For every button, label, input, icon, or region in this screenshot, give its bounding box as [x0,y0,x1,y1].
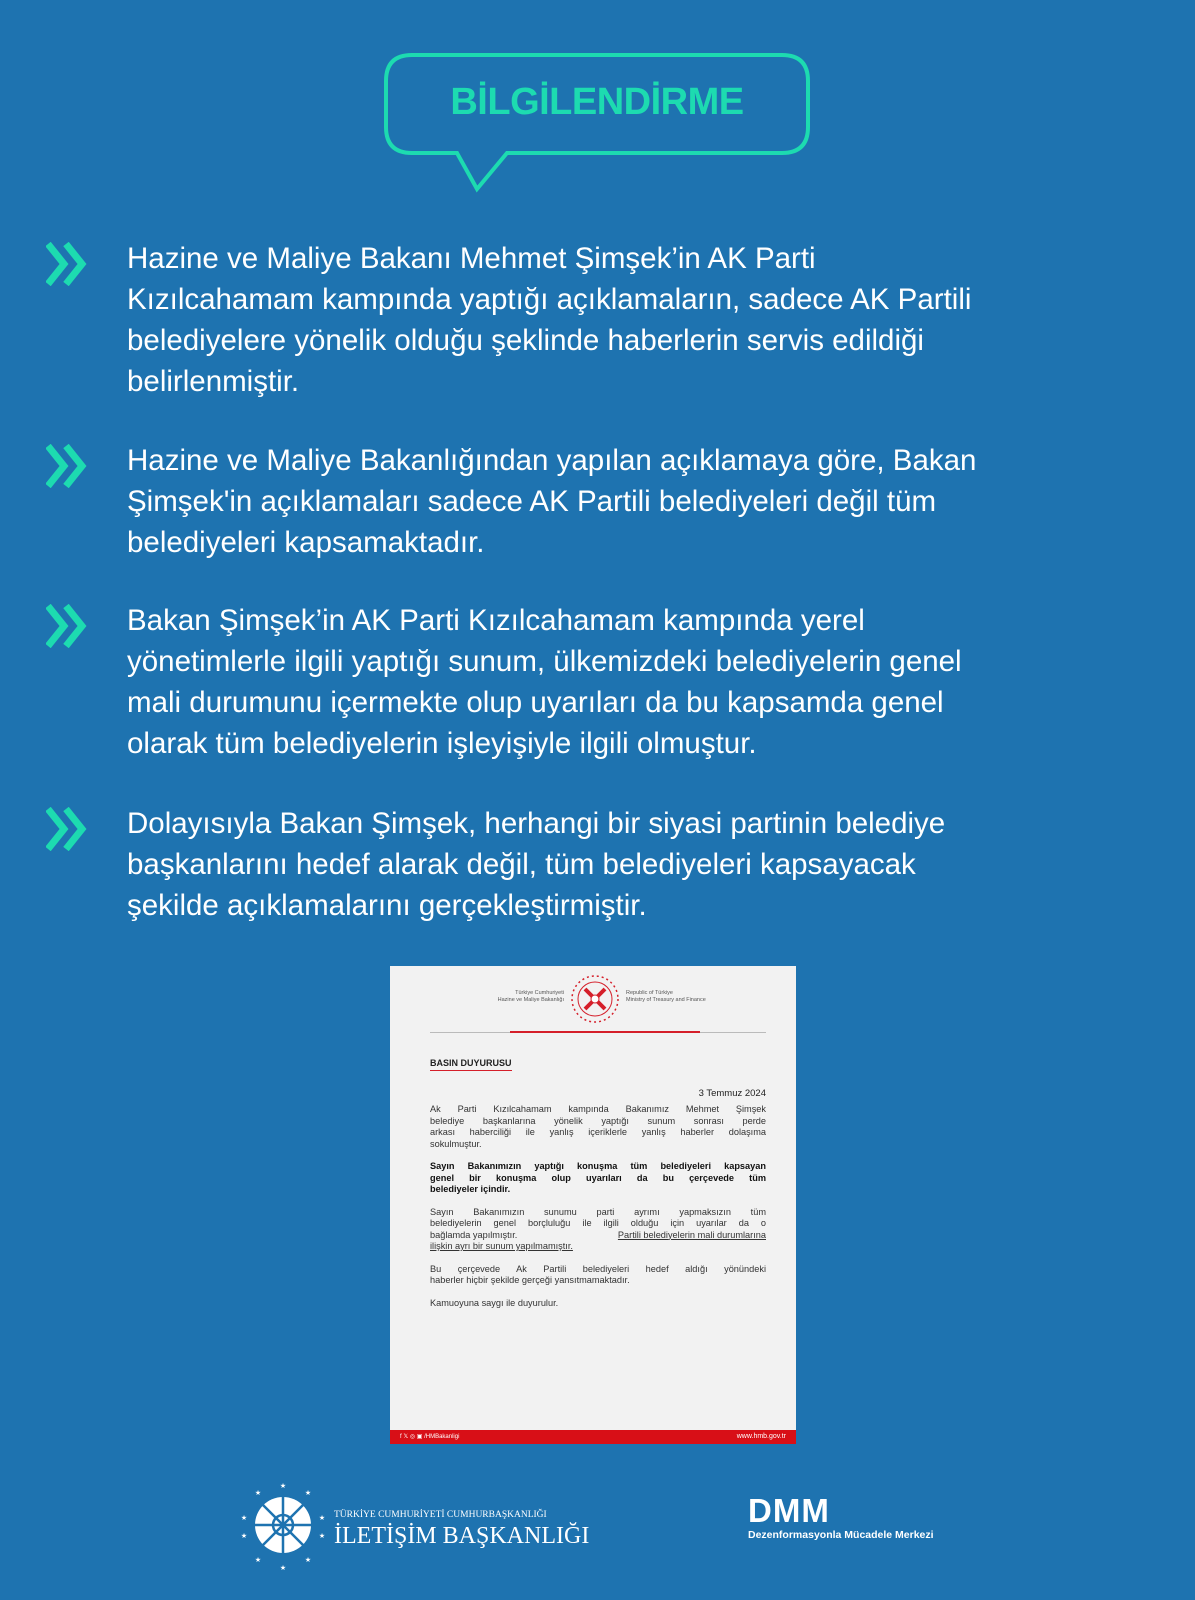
doc-line: arkası haberciliği ile yanlış içeriklerle yanlış haberler dolaşıma [430,1127,766,1137]
doc-line: Sayın Bakanımızın yaptığı konuşma tüm belediyeleri kapsayan [430,1161,766,1171]
iletisim-baskanligi-logo [238,1480,590,1575]
page-title: BİLGİLENDİRME [450,81,744,123]
svg-text:★: ★ [254,1490,262,1497]
svg-text:★: ★ [279,1565,287,1570]
item-text-line: mali durumunu içermekte olup uyarıları da bu kapsamda genel [127,686,944,719]
doc-line: genel bir konuşma olup uyarıları da bu çerçevede tüm [430,1172,766,1183]
doc-line: belediye başkanlarına yönelik yaptığı sunum sonrası perde [430,1115,766,1126]
doc-line: sokulmuştur. [430,1138,482,1149]
letterhead-right-line: Ministry of Treasury and Finance [626,997,706,1003]
doc-line: belediyelerin genel borçluluğu ile ilgili olduğu için uyarılar da o [430,1218,766,1228]
document-footer-bar [390,1430,796,1444]
document-date: 3 Temmuz 2024 [698,1088,766,1099]
doc-line: Sayın Bakanımızın sunumu parti ayrımı yapmaksızın tüm [430,1206,766,1217]
svg-text:★: ★ [304,1557,312,1564]
item-text-line: olarak tüm belediyelerin işleyişiyle ilgili olmuştur. [127,727,757,760]
dmm-logo [748,1492,934,1541]
svg-text:★: ★ [254,1557,262,1564]
document-title: BASIN DUYURUSU [430,1058,512,1071]
item-text-line: belirlenmiştir. [127,365,300,398]
letterhead-left-line: Hazine ve Maliye Bakanlığı [497,997,564,1003]
item-text-line: yönetimlerle ilgili yaptığı sunum, ülkemizdeki belediyelerin genel [127,645,962,678]
social-links: f 𝕏 ◎ ▣ /HMBakanligi [400,1434,460,1440]
item-text-line: Şimşek'in açıklamaları sadece AK Partili belediyeleri değil tüm [127,485,937,518]
letterhead-right-line: Republic of Türkiye [626,990,673,996]
doc-line: belediyeler içindir. [430,1184,511,1194]
doc-line: Bu çerçevede Ak Partili belediyeleri hedef aldığı yönündeki [430,1263,766,1274]
item-text-line: Kızılcahamam kampında yaptığı açıklamaların, sadece AK Partili [127,283,972,316]
ministry-letterhead [390,972,796,1032]
ministry-seal-icon [570,974,620,1024]
document-body [430,1104,766,1309]
svg-text:★: ★ [304,1490,312,1497]
item-text-line: şekilde açıklamalarını gerçekleştirmiştir. [127,889,647,922]
doc-text: bağlamda yapılmıştır. [430,1229,518,1240]
doc-closing: Kamuoyuna saygı ile duyurulur. [430,1297,559,1308]
header-speech-bubble [382,53,812,157]
item-text-line: Dolayısıyla Bakan Şimşek, herhangi bir siyasi partinin belediye [127,807,946,840]
iletisim-emblem-icon [238,1480,328,1570]
press-release-image [390,966,796,1444]
item-text-line: belediyeleri kapsamaktadır. [127,526,485,559]
item-text-line: Hazine ve Maliye Bakanlığından yapılan açıklamaya göre, Bakan [127,444,977,477]
double-chevron-right-icon [46,444,90,488]
item-text-line: başkanlarını hedef alarak değil, tüm belediyeleri kapsayacak [127,848,916,881]
item-text-line: Bakan Şimşek’in AK Parti Kızılcahamam kampında yerel [127,604,865,637]
iletisim-subtitle: TÜRKİYE CUMHURİYETİ CUMHURBAŞKANLIĞI [334,1510,547,1520]
iletisim-title: İLETİŞİM BAŞKANLIĞI [334,1523,590,1549]
svg-text:★: ★ [318,1515,326,1522]
doc-line [430,1230,766,1242]
item-text-line: Hazine ve Maliye Bakanı Mehmet Şimşek’in AK Parti [127,242,816,275]
website-url: www.hmb.gov.tr [736,1433,786,1440]
double-chevron-right-icon [46,604,90,648]
item-text-line: belediyelere yönelik olduğu şeklinde haberlerin servis edildiği [127,324,924,357]
letterhead-left-line: Türkiye Cumhuriyeti [515,990,564,996]
doc-line: haberler hiçbir şekilde gerçeği yansıtmamaktadır. [430,1275,630,1285]
doc-underlined-text: ilişkin ayrı bir sunum yapılmamıştır. [430,1241,573,1251]
divider-red [510,1031,700,1033]
doc-line: Ak Parti Kızılcahamam kampında Bakanımız Mehmet Şimşek [430,1104,766,1114]
svg-text:★: ★ [240,1515,248,1522]
double-chevron-right-icon [46,242,90,286]
dmm-subtitle: Dezenformasyonla Mücadele Merkezi [748,1529,934,1541]
svg-text:★: ★ [240,1533,248,1540]
svg-text:★: ★ [279,1483,287,1490]
dmm-wordmark: DMM [748,1492,830,1529]
svg-text:★: ★ [318,1533,326,1540]
double-chevron-right-icon [46,807,90,851]
doc-underlined-text: Partili belediyelerin mali durumlarına [617,1229,766,1240]
